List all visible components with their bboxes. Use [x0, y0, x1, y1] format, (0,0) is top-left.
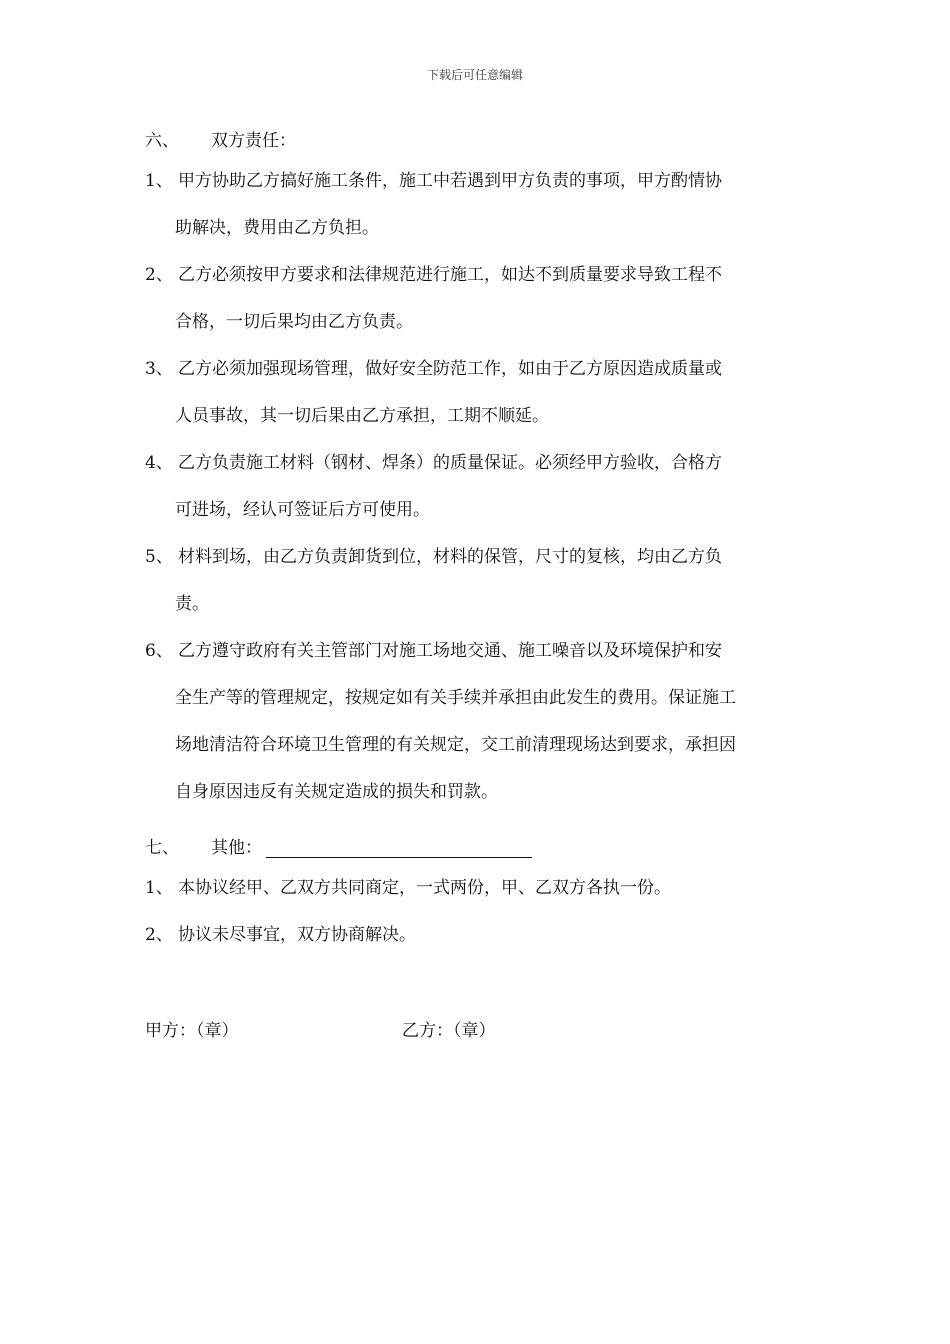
- item-text-line: 责。: [175, 594, 209, 614]
- item-text-line: 协议未尽事宜，双方协商解决。: [178, 925, 416, 945]
- item-index: 2、: [145, 265, 173, 285]
- section-7-number: 七、: [145, 838, 179, 858]
- item-text-line: 乙方遵守政府有关主管部门对施工场地交通、施工噪音以及环境保护和安: [178, 641, 722, 661]
- item-index: 6、: [145, 641, 173, 661]
- section-6-number: 六、: [145, 131, 179, 151]
- list-item: [145, 912, 810, 959]
- item-text-line: 自身原因违反有关规定造成的损失和罚款。: [175, 782, 498, 802]
- item-index: 1、: [145, 171, 173, 191]
- fill-in-blank-line: [266, 841, 532, 858]
- item-text-line: 人员事故，其一切后果由乙方承担，工期不顺延。: [175, 406, 549, 426]
- item-text-line: 乙方必须加强现场管理，做好安全防范工作，如由于乙方原因造成质量或: [178, 359, 722, 379]
- section-6-heading: [145, 126, 296, 151]
- item-text-line: 乙方负责施工材料（钢材、焊条）的质量保证。必须经甲方验收，合格方: [178, 453, 722, 473]
- item-index: 1、: [145, 878, 173, 898]
- item-index: 4、: [145, 453, 173, 473]
- party-b-signature: 乙方：（章）: [402, 1021, 496, 1041]
- item-text-line: 乙方必须按甲方要求和法律规范进行施工，如达不到质量要求导致工程不: [178, 265, 722, 285]
- item-text-line: 助解决，费用由乙方负担。: [175, 218, 379, 238]
- item-text-line: 本协议经甲、乙双方共同商定，一式两份，甲、乙双方各执一份。: [178, 878, 671, 898]
- item-index: 3、: [145, 359, 173, 379]
- list-item: [145, 865, 810, 912]
- header-note: 下载后可任意编辑: [426, 68, 523, 82]
- item-text-line: 甲方协助乙方搞好施工条件，施工中若遇到甲方负责的事项，甲方酌情协: [178, 171, 722, 191]
- list-item: [145, 440, 810, 534]
- list-item: [145, 252, 810, 346]
- item-text-line: 材料到场，由乙方负责卸货到位，材料的保管，尺寸的复核，均由乙方负: [178, 547, 722, 567]
- list-item: [145, 158, 810, 252]
- section-7-heading: [145, 833, 532, 858]
- item-text-line: 合格，一切后果均由乙方负责。: [175, 312, 413, 332]
- item-index: 2、: [145, 925, 173, 945]
- item-index: 5、: [145, 547, 173, 567]
- list-item: [145, 628, 810, 816]
- list-item: [145, 346, 810, 440]
- item-text-line: 场地清洁符合环境卫生管理的有关规定，交工前清理现场达到要求，承担因: [175, 735, 736, 755]
- party-a-signature: 甲方：（章）: [145, 1021, 239, 1041]
- item-text-line: 可进场，经认可签证后方可使用。: [175, 500, 430, 520]
- item-text-line: 全生产等的管理规定，按规定如有关手续并承担由此发生的费用。保证施工: [175, 688, 736, 708]
- section-6-title: 双方责任：: [211, 131, 296, 151]
- list-item: [145, 534, 810, 628]
- section-7-title: 其他：: [211, 838, 262, 858]
